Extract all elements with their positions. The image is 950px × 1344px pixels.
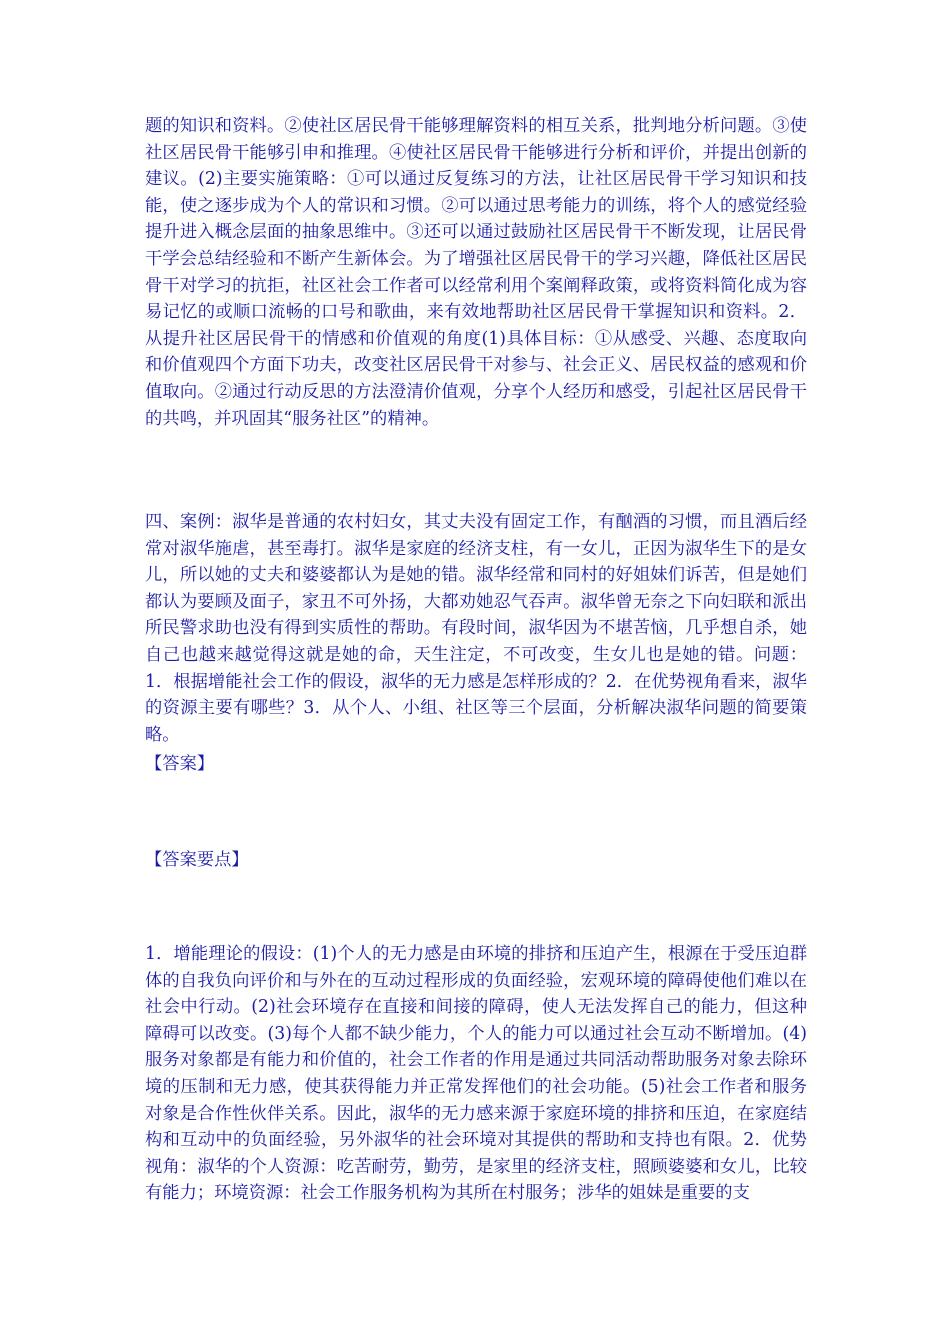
- answer-keypoints-heading: 【答案要点】: [145, 850, 249, 870]
- answer-keypoints-paragraph: 1．增能理论的假设：(1)个人的无力感是由环境的排挤和压迫产生，根源在于受压迫群体的自我负向评价和与外在的互动过程形成的负面经验，宏观环境的障碍使他们难以在社会中行动。(2)社会环境存在直接和间接的障碍，使人无法发挥自己的能力，但这种障碍可以改变。(3)每个人都不缺少能力，个人的能力可以通过社会互动不断增加。(4)服务对象都是有能力和价值的，社会工作者的作用是通过共同活动帮助服务对象去除环境的压制和无力感，使其获得能力并正常发挥他们的社会功能。(5)社会工作者和服务对象是合作性伙伴关系。因此，淑华的无力感来源于家庭环境的排挤和压迫，在家庭结构和互动中的负面经验，另外淑华的社会环境对其提供的帮助和支持也有限。2．优势视角：淑华的个人资源：吃苦耐劳，勤劳，是家里的经济支柱，照顾婆婆和女儿，比较有能力；环境资源：社会工作服务机构为其所在村服务；涉华的姐妹是重要的支: [145, 944, 807, 1204]
- intro-paragraph: 题的知识和资料。②使社区居民骨干能够理解资料的相互关系，批判地分析问题。③使社区居民骨干能够引申和推理。④使社区居民骨干能够进行分析和评价，并提出创新的建议。(2)主要实施策略：①可以通过反复练习的方法，让社区居民骨干学习知识和技能，使之逐步成为个人的常识和习惯。②可以通过思考能力的训练，将个人的感觉经验提升进入概念层面的抽象思维中。③还可以通过鼓励社区居民骨干不断发现，让居民骨干学会总结经验和不断产生新体会。为了增强社区居民骨干的学习兴趣，降低社区居民骨干对学习的抗拒，社区社会工作者可以经常利用个案阐释政策，或将资料简化成为容易记忆的或顺口流畅的口号和歌曲，来有效地帮助社区居民骨干掌握知识和资料。2．从提升社区居民骨干的情感和价值观的角度(1)具体目标：①从感受、兴趣、态度取向和价值观四个方面下功夫，改变社区居民骨干对参与、社会正义、居民权益的感观和价值取向。②通过行动反思的方法澄清价值观，分享个人经历和感受，引起社区居民骨干的共鸣，并巩固其“服务社区”的精神。: [145, 116, 807, 429]
- case-study-paragraph: 四、案例：淑华是普通的农村妇女，其丈夫没有固定工作，有酗酒的习惯，而且酒后经常对淑华施虐，甚至毒打。淑华是家庭的经济支柱，有一女儿，正因为淑华生下的是女儿，所以她的丈夫和婆婆都认为是她的错。淑华经常和同村的好姐妹们诉苦，但是她们都认为要顾及面子，家丑不可外扬，大都劝她忍气吞声。淑华曾无奈之下向妇联和派出所民警求助也没有得到实质性的帮助。有段时间，淑华因为不堪苦恼，几乎想自杀，她自己也越来越觉得这就是她的命，天生注定，不可改变，生女儿也是她的错。问题：1．根据增能社会工作的假设，淑华的无力感是怎样形成的？2．在优势视角看来，淑华的资源主要有哪些？3．从个人、小组、社区等三个层面，分析解决淑华问题的简要策略。: [145, 512, 807, 745]
- answer-heading: 【答案】: [145, 754, 215, 774]
